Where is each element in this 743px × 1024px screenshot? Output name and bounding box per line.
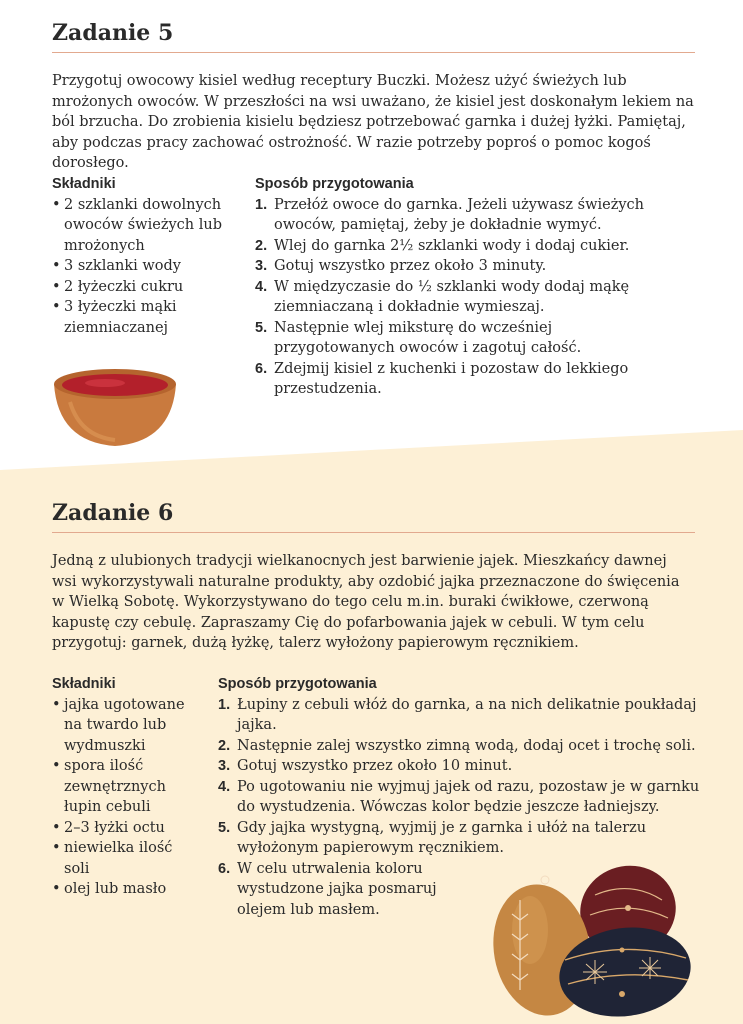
- step-item: 6. Zdejmij kisiel z kuchenki i pozostaw do lekkiego przestudzenia.: [255, 360, 629, 397]
- ingredient-item: • jajka ugotowane na twardo lub wydmuszki: [52, 696, 185, 754]
- task6-intro: Jedną z ulubionych tradycji wielkanocnych jest barwienie jajek. Mieszkańcy dawnej wsi wykorzystywali naturalne produkty, aby ozdobić jajka przeznaczone do święcenia w Wielką Sobotę. Wykorzystywano do tego celu m.in. buraki ćwikłowe, czerwoną kapustę czy cebulę. Zapraszamy Cię do pofarbowania jajek w cebuli. W tym celu przygotuj: garnek, dużą łyżkę, talerz wyłożony papierowym ręcznikiem.: [52, 553, 680, 651]
- ingredient-item: • olej lub masło: [52, 881, 167, 897]
- ingredient-item: • 3 łyżeczki mąki ziemniaczanej: [52, 299, 177, 336]
- ingredient-item: • 2 łyżeczki cukru: [52, 278, 184, 295]
- task5-ingredients-title: Składniki: [52, 176, 116, 192]
- step-item: 4. W międzyczasie do ½ szklanki wody dodaj mąkę ziemniaczaną i dokładnie wymieszaj.: [255, 278, 630, 315]
- task6-method-title: Sposób przygotowania: [218, 676, 377, 692]
- task5-title: Zadanie 5: [52, 20, 695, 53]
- task6-ingredients-title: Składniki: [52, 676, 116, 692]
- step-item: 2. Następnie zalej wszystko zimną wodą, dodaj ocet i trochę soli.: [218, 737, 696, 754]
- task5-ingredients-list: [52, 195, 242, 339]
- step-item: 1. Przełóż owoce do garnka. Jeżeli używasz świeżych owoców, pamiętaj, żeby je dokładnie wymyć.: [255, 196, 645, 233]
- step-item: 3. Gotuj wszystko przez około 3 minuty.: [255, 258, 547, 274]
- eggs-illustration: [490, 860, 700, 1020]
- task5-ingredients: [52, 174, 242, 338]
- task6-ingredients-list: [52, 695, 202, 900]
- step-item: 4. Po ugotowaniu nie wyjmuj jajek od razu, pozostaw je w garnku do wystudzenia. Wówczas kolor będzie jeszcze ładniejszy.: [218, 778, 700, 815]
- ingredient-item: • niewielka ilość soli: [52, 840, 173, 877]
- task5-method: [255, 174, 675, 400]
- step-item: 2. Wlej do garnka 2½ szklanki wody i dodaj cukier.: [255, 237, 630, 254]
- step-item: 6. W celu utrwalenia koloru wystudzone jajka posmaruj olejem lub masłem.: [218, 860, 437, 918]
- task5-intro: Przygotuj owocowy kisiel według receptury Buczki. Możesz użyć świeżych lub mrożonych owoców. W przeszłości na wsi uważano, że kisiel jest doskonałym lekiem na ból brzucha. Do zrobienia kisielu będziesz potrzebować garnka i dużej łyżki. Pamiętaj, aby podczas pracy zachować ostrożność. W razie potrzeby poproś o pomoc kogoś dorosłego.: [52, 73, 694, 171]
- step-item: 1. Łupiny z cebuli włóż do garnka, a na nich delikatnie poukładaj jajka.: [218, 696, 697, 733]
- step-item: 3. Gotuj wszystko przez około 10 minut.: [218, 758, 513, 774]
- ingredient-item: • spora ilość zewnętrznych łupin cebuli: [52, 758, 166, 815]
- ingredient-item: • 3 szklanki wody: [52, 258, 181, 274]
- task6-title: Zadanie 6: [52, 500, 695, 533]
- step-item: 5. Gdy jajka wystygną, wyjmij je z garnka i ułóż na talerzu wyłożonym papierowym ręcznikiem.: [218, 819, 647, 856]
- bowl-illustration: [50, 362, 180, 450]
- task6-ingredients: [52, 674, 202, 900]
- task6-section: [52, 500, 695, 654]
- task5-section: [52, 20, 695, 174]
- ingredient-item: • 2–3 łyżki octu: [52, 819, 165, 836]
- step-item: 5. Następnie wlej miksturę do wcześniej przygotowanych owoców i zagotuj całość.: [255, 319, 582, 356]
- task5-method-title: Sposób przygotowania: [255, 176, 414, 192]
- task5-steps-list: [255, 195, 675, 400]
- ingredient-item: • 2 szklanki dowolnych owoców świeżych lub mrożonych: [52, 196, 222, 254]
